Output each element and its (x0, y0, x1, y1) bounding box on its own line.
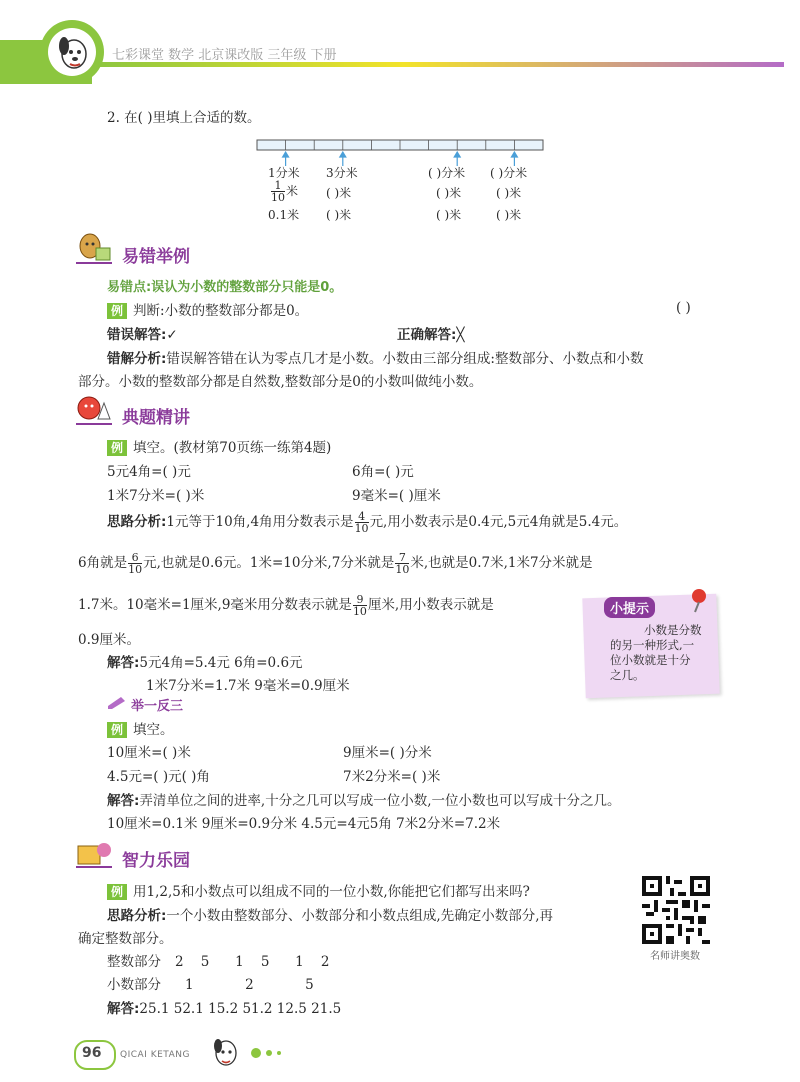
tip-line4: 之几。 (610, 668, 645, 682)
practice-item-1: 10厘米=( )米 (107, 745, 191, 761)
mistake-example: 例 判断:小数的整数部分都是0。 (107, 299, 308, 319)
tip-line2: 的另一种形式,一 (610, 638, 695, 652)
tip-line1: 小数是分数 (644, 623, 702, 637)
examples-question: 例 填空。(教材第70页练一练第4题) (107, 436, 331, 456)
q2-row3-a: 0.1米 (268, 208, 300, 222)
practice-question: 例 填空。 (107, 718, 174, 738)
examples-analysis-line4: 0.9厘米。 (78, 632, 140, 648)
right-answer: 正确解答:╳ (397, 327, 465, 343)
examples-answer-line1: 解答:5元4角=5.4元 6角=0.6元 (107, 655, 303, 671)
examples-item-1: 5元4角=( )元 (107, 464, 191, 480)
examples-item-2: 6角=( )元 (352, 464, 414, 480)
puzzle-question: 例 用1,2,5和小数点可以组成不同的一位小数,你能把它们都写出来吗? (107, 880, 530, 900)
tip-title: 小提示 (604, 597, 655, 618)
page-number: 96 (82, 1045, 102, 1061)
pushpin-icon (688, 588, 710, 614)
puzzle-answer: 解答:25.1 52.1 15.2 51.2 12.5 21.5 (107, 1001, 342, 1017)
footer-dot-mid (266, 1050, 272, 1056)
section-icon-mistake (74, 232, 114, 266)
section-icon-examples (74, 393, 114, 427)
footer-dot-small (277, 1051, 281, 1055)
puzzle-analysis-line1: 思路分析:一个小数由整数部分、小数部分和小数点组成,先确定小数部分,再 (107, 908, 553, 924)
header-title: 七彩课堂 数学 北京课改版 三年级 下册 (112, 48, 337, 63)
mistake-answer-blank[interactable]: ( ) (676, 300, 691, 316)
q2-row3-d: ( )米 (496, 208, 522, 222)
q2-row3-c: ( )米 (436, 208, 462, 222)
q2-row2-b: ( )米 (326, 186, 352, 200)
examples-analysis-line1: 思路分析:1元等于10角,4角用分数表示是 $\frac{4}{10}$ 元,用小数表示是0.4元,5元4角就是5.4元。 (107, 510, 628, 535)
qr-code-icon[interactable] (642, 876, 710, 944)
puzzle-int-row: 整数部分 2 5 1 5 1 2 (107, 954, 330, 970)
mistake-point: 易错点:误认为小数的整数部分只能是0。 (107, 280, 343, 295)
q2-row2-c: ( )米 (436, 186, 462, 200)
practice-item-2: 9厘米=( )分米 (343, 745, 432, 761)
q2-label: 2. 在( )里填上合适的数。 (107, 110, 261, 126)
mistake-analysis-line1: 错解分析:错误解答错在认为零点几才是小数。小数由三部分组成:整数部分、小数点和小数 (107, 351, 644, 367)
q2-row1-b: 3分米 (326, 166, 358, 180)
mistake-analysis-line2: 部分。小数的整数部分都是自然数,整数部分是0的小数叫做纯小数。 (78, 374, 483, 390)
example-tag: 例 (107, 722, 127, 738)
example-tag: 例 (107, 884, 127, 900)
examples-analysis-line2: 6角就是 $\frac{6}{10}$ 元,也就是0.6元。1米=10分米,7分米就是 $\frac{7}{10}$ 米,也就是0.7米,1米7分米就是 (78, 551, 593, 576)
section-title-practice: 举一反三 (131, 699, 184, 714)
section-title-mistake: 易错举例 (122, 247, 190, 267)
q2-row2-frac: $\frac{1}{10}$ 米 (271, 179, 299, 204)
example-tag: 例 (107, 303, 127, 319)
practice-answer-line2: 10厘米=0.1米 9厘米=0.9分米 4.5元=4元5角 7米2分米=7.2米 (107, 816, 501, 832)
section-title-puzzle: 智力乐园 (122, 851, 190, 871)
example-tag: 例 (107, 440, 127, 456)
puzzle-dec-row: 小数部分 1 2 5 (107, 977, 314, 993)
practice-item-4: 7米2分米=( )米 (343, 769, 441, 785)
examples-analysis-line3: 1.7米。10毫米=1厘米,9毫米用分数表示就是 $\frac{9}{10}$ 厘米,用小数表示就是 (78, 593, 494, 618)
section-icon-puzzle (74, 836, 114, 870)
practice-item-3: 4.5元=( )元( )角 (107, 769, 210, 785)
examples-item-4: 9毫米=( )厘米 (352, 488, 441, 504)
footer-brand: QICAI KETANG (120, 1050, 190, 1060)
q2-row1-c: ( )分米 (428, 166, 466, 180)
pencil-icon (107, 694, 127, 710)
qr-caption: 名师讲奥数 (650, 951, 700, 962)
dog-mascot-footer-icon (208, 1034, 244, 1070)
q2-row1-d: ( )分米 (490, 166, 528, 180)
tip-line3: 位小数就是十分 (610, 653, 691, 667)
examples-answer-line2: 1米7分米=1.7米 9毫米=0.9厘米 (146, 678, 350, 694)
q2-row1-a: 1分米 (268, 166, 300, 180)
footer-dot-large (251, 1048, 261, 1058)
q2-row2-d: ( )米 (496, 186, 522, 200)
wrong-answer: 错误解答:✓ (107, 327, 178, 343)
dog-mascot-icon (52, 30, 96, 74)
section-title-examples: 典题精讲 (122, 408, 190, 428)
practice-answer: 解答:弄清单位之间的进率,十分之几可以写成一位小数,一位小数也可以写成十分之几。 (107, 793, 621, 809)
examples-item-3: 1米7分米=( )米 (107, 488, 205, 504)
puzzle-analysis-line2: 确定整数部分。 (78, 931, 173, 947)
q2-row3-b: ( )米 (326, 208, 352, 222)
